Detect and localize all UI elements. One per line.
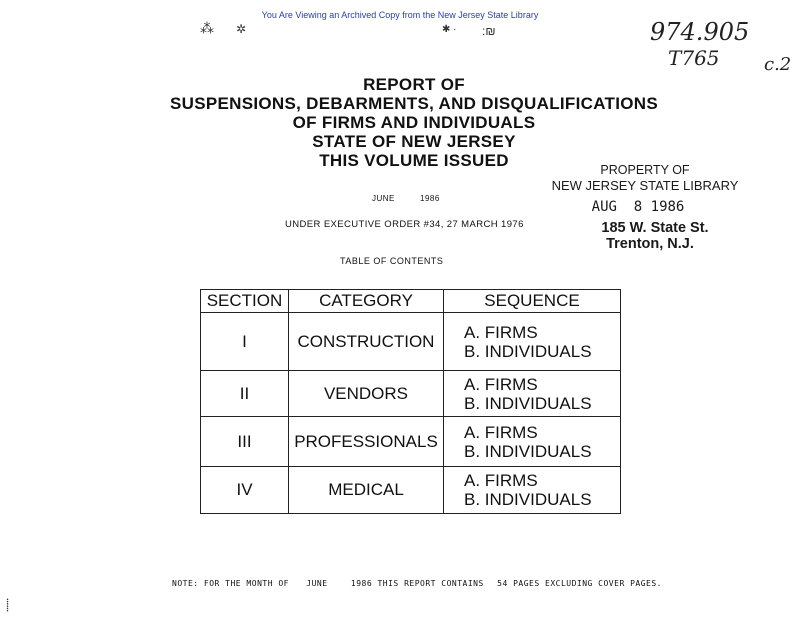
toc-section: II xyxy=(201,371,289,417)
toc-header-sequence: SEQUENCE xyxy=(444,290,621,313)
issue-year: 1986 xyxy=(420,194,440,203)
toc-table xyxy=(200,289,621,514)
toc-seq-individuals: B. INDIVIDUALS xyxy=(464,490,592,509)
toc-row xyxy=(201,417,621,467)
note-pages: 54 xyxy=(497,579,508,588)
stamp-property-of: PROPERTY OF xyxy=(600,163,690,177)
note-suffix: PAGES EXCLUDING COVER PAGES. xyxy=(513,579,662,588)
toc-row xyxy=(201,313,621,371)
toc-section: IV xyxy=(201,467,289,514)
toc-category: MEDICAL xyxy=(289,467,444,514)
toc-heading: TABLE OF CONTENTS xyxy=(340,256,444,266)
call-number-line2: T765 xyxy=(668,46,720,70)
toc-row xyxy=(201,467,621,514)
note-month: JUNE xyxy=(306,579,328,588)
toc-sequence xyxy=(444,467,621,514)
scan-speck: ⁂ xyxy=(200,20,214,36)
stamp-library-name: NEW JERSEY STATE LIBRARY xyxy=(551,178,739,193)
stamp-date: AUG 8 1986 xyxy=(591,199,685,215)
toc-section: III xyxy=(201,417,289,467)
note-prefix: NOTE: FOR THE MONTH OF xyxy=(172,579,289,588)
title-line: THIS VOLUME ISSUED xyxy=(319,151,509,170)
title-line: OF FIRMS AND INDIVIDUALS xyxy=(292,113,536,132)
toc-section: I xyxy=(201,313,289,371)
scan-speck: ⸽ xyxy=(6,598,10,612)
report-title xyxy=(0,75,800,170)
toc-header-row xyxy=(201,290,621,313)
toc-category: PROFESSIONALS xyxy=(289,417,444,467)
toc-category: VENDORS xyxy=(289,371,444,417)
title-line: SUSPENSIONS, DEBARMENTS, AND DISQUALIFICATIONS xyxy=(170,94,658,113)
call-number-line1: 974.905 xyxy=(650,18,750,46)
toc-seq-individuals: B. INDIVIDUALS xyxy=(464,341,592,361)
toc-seq-individuals: B. INDIVIDUALS xyxy=(464,441,592,461)
toc-header-section: SECTION xyxy=(201,290,289,313)
toc-sequence xyxy=(444,313,621,371)
archive-banner: You Are Viewing an Archived Copy from the New Jersey State Library xyxy=(261,10,539,20)
note-middle: THIS REPORT CONTAINS xyxy=(377,579,484,588)
toc-seq-individuals: B. INDIVIDUALS xyxy=(464,393,592,413)
toc-sequence xyxy=(444,371,621,417)
call-number-copy: c.2 xyxy=(764,54,792,75)
note-year: 1986 xyxy=(350,579,373,588)
footer-note xyxy=(172,579,662,588)
title-line: STATE OF NEW JERSEY xyxy=(312,132,516,151)
toc-seq-firms: A. FIRMS xyxy=(464,422,538,442)
scan-speck: ✲ xyxy=(236,22,247,36)
scan-speck: ✱ · xyxy=(442,24,457,35)
toc-row xyxy=(201,371,621,417)
issue-month: JUNE xyxy=(372,194,395,203)
stamp-address-street: 185 W. State St. xyxy=(601,220,709,236)
stamp-address-city: Trenton, N.J. xyxy=(606,236,694,252)
toc-sequence xyxy=(444,417,621,467)
toc-category: CONSTRUCTION xyxy=(289,313,444,371)
toc-header-category: CATEGORY xyxy=(289,290,444,313)
toc-seq-firms: A. FIRMS xyxy=(464,322,538,342)
title-line: REPORT OF xyxy=(363,75,465,94)
library-stamp xyxy=(540,163,750,252)
toc-seq-firms: A. FIRMS xyxy=(464,471,538,490)
toc-seq-firms: A. FIRMS xyxy=(464,374,538,394)
scan-speck: :₪ xyxy=(482,24,496,38)
executive-order: UNDER EXECUTIVE ORDER #34, 27 MARCH 1976 xyxy=(285,219,524,230)
